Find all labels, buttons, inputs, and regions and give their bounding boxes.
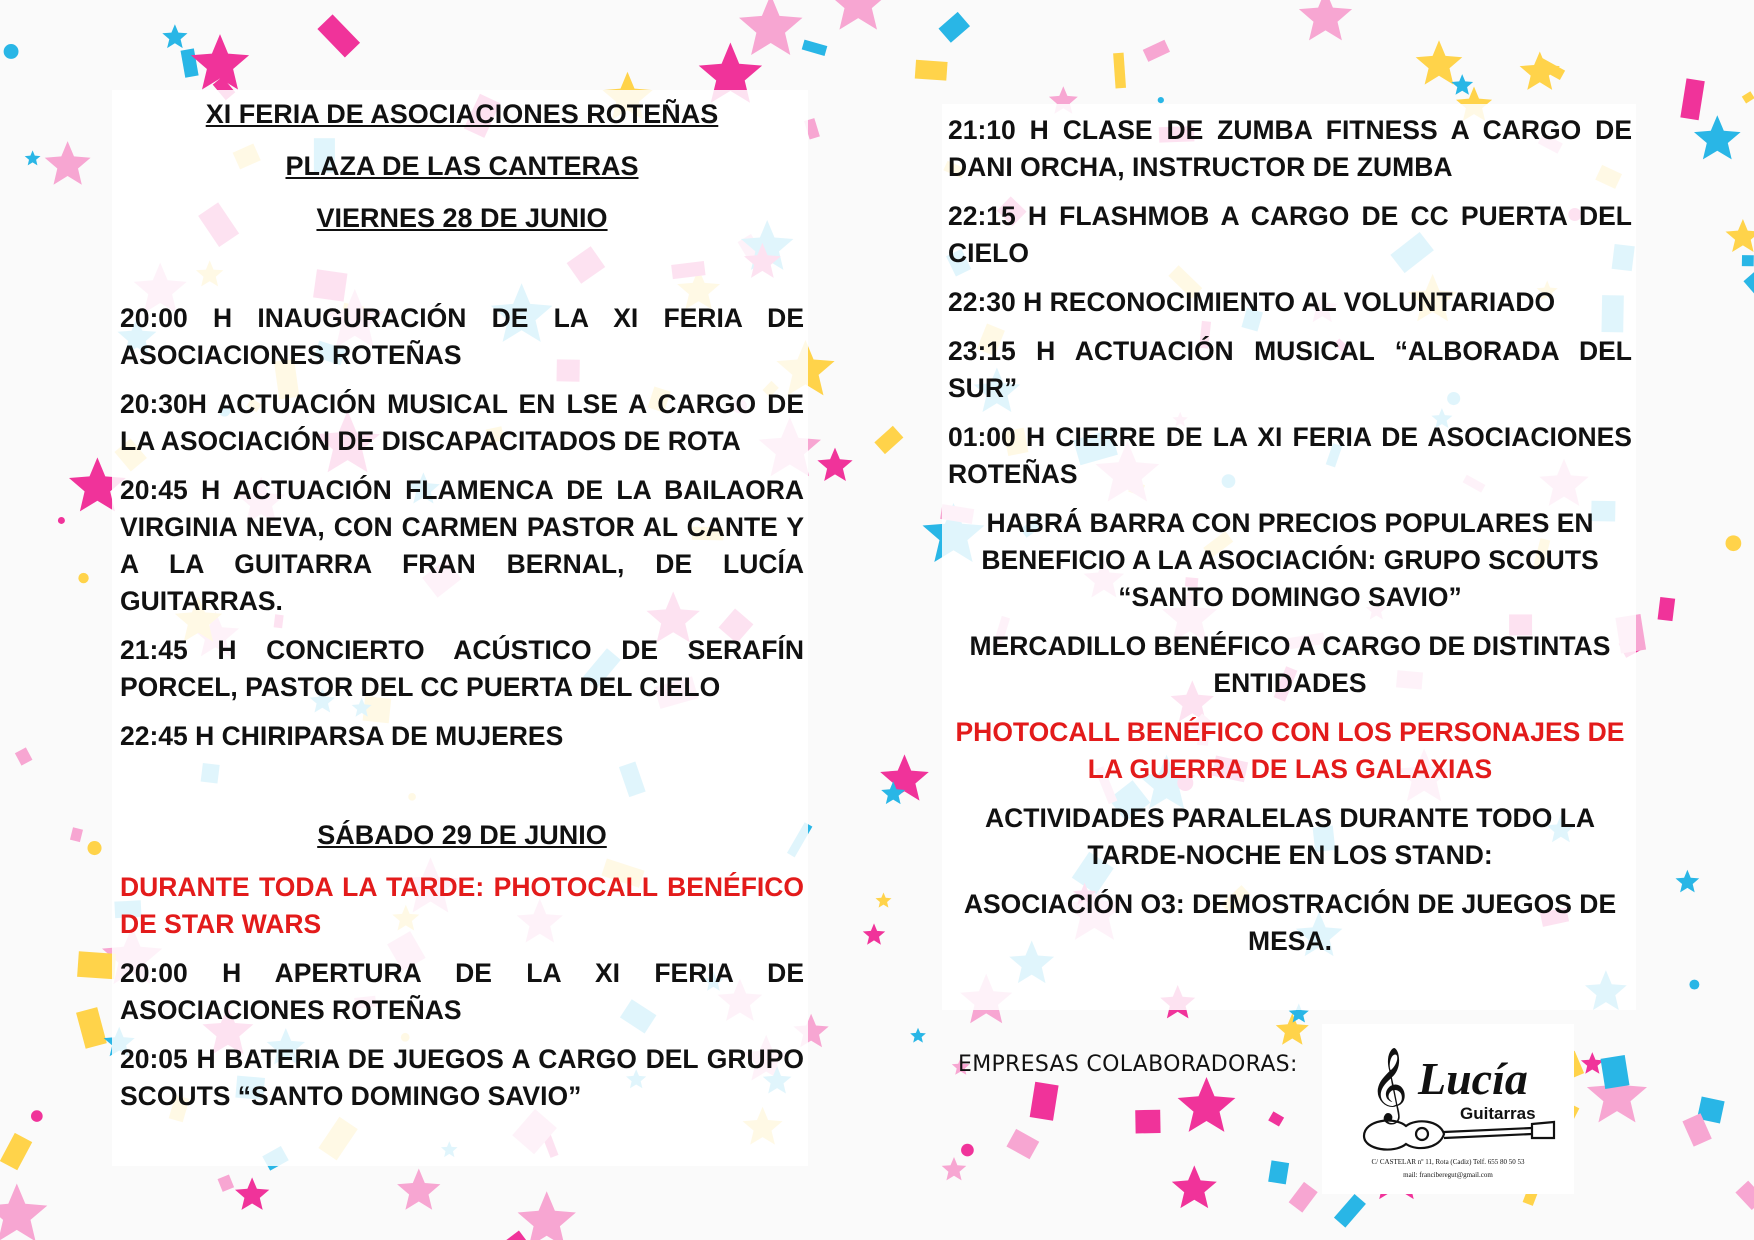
market-note: MERCADILLO BENÉFICO A CARGO DE DISTINTAS ENTIDADES [969,631,1611,698]
logo-address: C/ CASTELAR nº 11, Rota (Cadiz) Telf. 655 80 50 53 [1371,1158,1525,1166]
confetti-star [1581,1052,1604,1074]
confetti-piece [1743,267,1754,299]
confetti-star [863,923,885,944]
association-note: ASOCIACIÓN O3: DEMOSTRACIÓN DE JUEGOS DE MESA. [963,889,1617,956]
confetti-piece [1268,1111,1284,1126]
confetti-piece [1143,40,1170,62]
confetti-star [25,150,41,165]
schedule-item: 20:05 H BATERIA DE JUEGOS A CARGO DEL GRUPO SCOUTS “SANTO DOMINGO SAVIO” [120,1044,804,1111]
confetti-piece [1334,1194,1366,1228]
confetti-star [0,1184,47,1240]
confetti-piece [77,951,116,979]
confetti-star [162,24,187,48]
logo-mail: mail: franciberegut@gmail.com [1403,1171,1493,1179]
confetti-star [1676,870,1700,893]
bar-note: HABRÁ BARRA CON PRECIOS POPULARES EN BENEFICIO A LA ASOCIACIÓN: GRUPO SCOUTS “SANTO DOMINGO SAVIO” [981,508,1599,612]
schedule-item: 20:00 H APERTURA DE LA XI FERIA DE ASOCIACIONES ROTEÑAS [120,958,804,1025]
confetti-piece [1742,255,1754,266]
confetti-star [739,0,803,55]
confetti-piece [1658,597,1676,621]
confetti-piece [1268,1160,1289,1184]
confetti-star [1694,115,1741,159]
confetti-dot [58,517,65,524]
confetti-piece [1135,1110,1160,1134]
right-column [948,112,1632,972]
confetti-star [1299,0,1352,40]
day2-highlight: DURANTE TODA LA TARDE: PHOTOCALL BENÉFICO DE STAR WARS [120,872,804,939]
confetti-piece [504,1230,536,1240]
lucia-guitarras-logo [1322,1024,1574,1194]
confetti-piece [15,747,33,765]
schedule-item: 20:45 H ACTUACIÓN FLAMENCA DE LA BAILAORA VIRGINIA NEVA, CON CARMEN PASTOR AL CANTE Y A LA GUITARRA FRAN BERNAL, DE LUCÍA GUITARRAS. [120,475,804,616]
confetti-star [397,1169,440,1210]
confetti-dot [1689,980,1699,990]
confetti-dot [961,1144,974,1157]
confetti-piece [1289,1182,1318,1213]
day1-heading: VIERNES 28 DE JUNIO [316,203,608,233]
confetti-piece [1742,91,1754,103]
confetti-dot [1726,535,1742,551]
confetti-piece [915,60,948,81]
left-column [120,96,804,1127]
svg-text:𝄞: 𝄞 [1370,1048,1408,1122]
confetti-star [910,1028,926,1043]
confetti-piece [802,40,828,56]
confetti-star [817,448,852,481]
schedule-item: 22:45 H CHIRIPARSA DE MUJERES [120,721,564,751]
confetti-piece [76,1007,107,1049]
confetti-piece [1680,78,1704,120]
confetti-star [1416,40,1463,84]
confetti-piece [1735,1181,1754,1210]
schedule-item: 22:30 H RECONOCIMIENTO AL VOLUNTARIADO [948,287,1556,317]
confetti-dot [1158,97,1164,103]
confetti-piece [218,1175,235,1192]
day2-heading: SÁBADO 29 DE JUNIO [317,820,607,850]
event-place: PLAZA DE LAS CANTERAS [285,151,639,181]
confetti-piece [1030,1082,1059,1121]
confetti-star [876,893,892,908]
schedule-item: 01:00 H CIERRE DE LA XI FERIA DE ASOCIACIONES ROTEÑAS [948,422,1632,489]
schedule-item: 22:15 H FLASHMOB A CARGO DE CC PUERTA DEL CIELO [948,201,1632,268]
confetti-star [1451,74,1473,95]
schedule-item: 20:00 H INAUGURACIÓN DE LA XI FERIA DE ASOCIACIONES ROTEÑAS [120,303,804,370]
photocall-note: PHOTOCALL BENÉFICO CON LOS PERSONAJES DE LA GUERRA DE LAS GALAXIAS [955,717,1625,784]
confetti-dot [31,1110,43,1122]
schedule-item: 20:30H ACTUACIÓN MUSICAL EN LSE A CARGO DE LA ASOCIACIÓN DE DISCAPACITADOS DE ROTA [120,389,804,456]
confetti-star [1726,219,1754,252]
confetti-piece [874,426,903,454]
confetti-dot [4,44,19,59]
confetti-star [235,1177,269,1210]
event-title: XI FERIA DE ASOCIACIONES ROTEÑAS [205,99,719,129]
logo-name: Lucía [1418,1053,1528,1104]
confetti-dot [87,841,101,855]
confetti-piece [317,14,360,57]
confetti-piece [939,12,971,43]
schedule-item: 23:15 H ACTUACIÓN MUSICAL “ALBORADA DEL SUR” [948,336,1632,403]
confetti-piece [181,48,199,77]
logo-subtitle: Guitarras [1460,1104,1536,1123]
confetti-star [828,0,889,30]
guitar-icon [1364,1121,1554,1150]
confetti-piece [70,827,83,842]
confetti-star [1178,1077,1236,1132]
confetti-dot [78,573,88,583]
schedule-item: 21:10 H CLASE DE ZUMBA FITNESS A CARGO DE DANI ORCHA, INSTRUCTOR DE ZUMBA [948,115,1632,182]
confetti-piece [1600,1055,1629,1089]
confetti-star [518,1191,576,1240]
confetti-piece [1006,1129,1039,1159]
sponsors-label: EMPRESAS COLABORADORAS: [958,1052,1298,1077]
confetti-star [45,141,91,185]
confetti-star [1172,1165,1217,1208]
confetti-star [942,1157,967,1180]
treble-clef-icon [1370,1048,1408,1125]
confetti-piece [0,1133,32,1170]
schedule-item: 21:45 H CONCIERTO ACÚSTICO DE SERAFÍN PORCEL, PASTOR DEL CC PUERTA DEL CIELO [120,635,804,702]
parallel-activities-note: ACTIVIDADES PARALELAS DURANTE TODO LA TARDE-NOCHE EN LOS STAND: [984,803,1595,870]
confetti-piece [1113,53,1126,89]
